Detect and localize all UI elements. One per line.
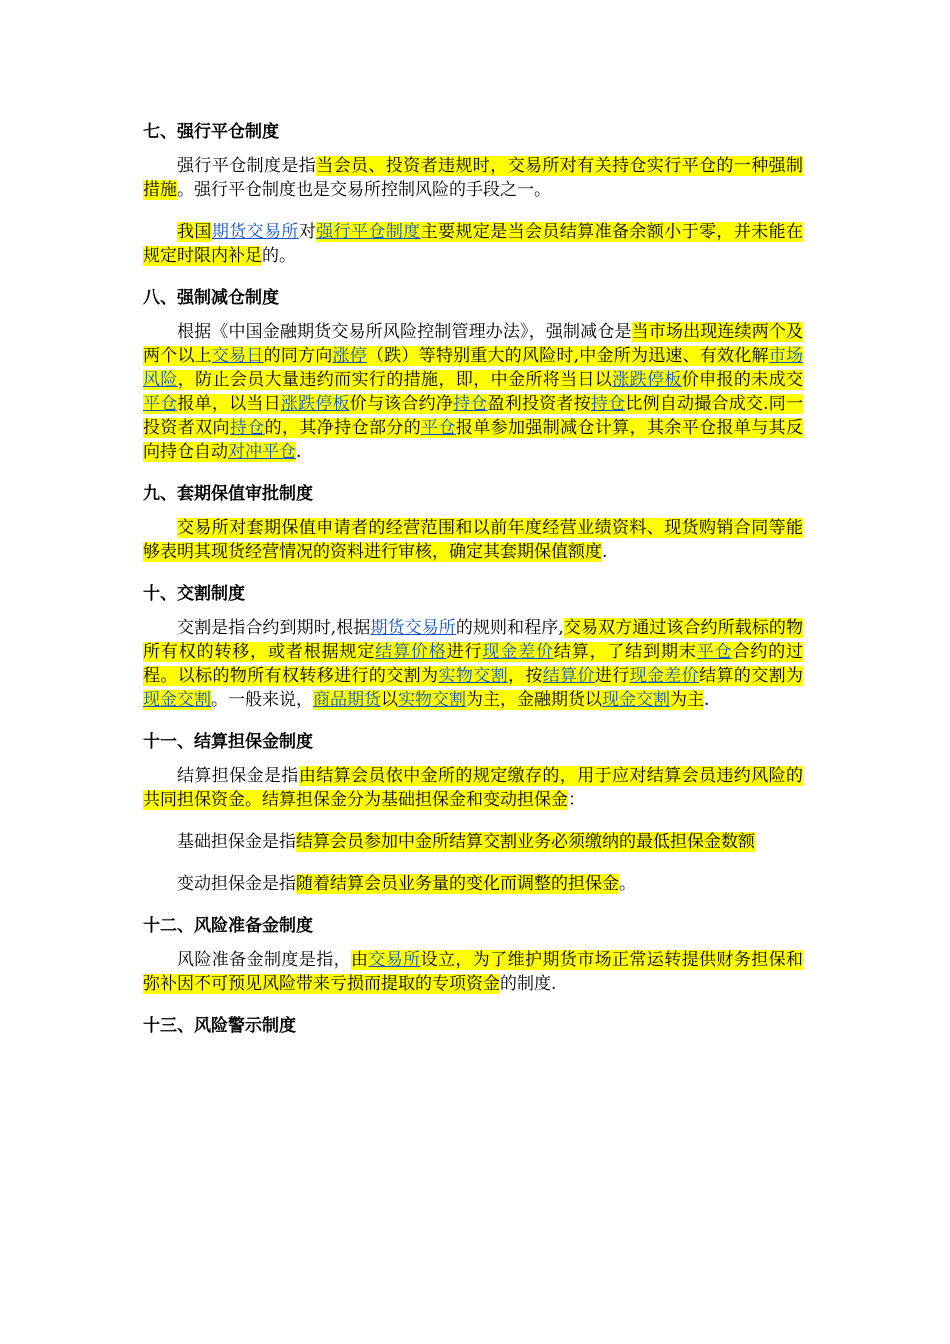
hyperlink[interactable]: 平仓 <box>421 418 456 438</box>
hyperlink[interactable]: 交易所 <box>368 950 421 970</box>
highlighted-text: ，防止会员大量违约而实行的措施，即，中金所将当日以 <box>177 370 613 390</box>
section-heading: 十二、风险准备金制度 <box>143 916 313 936</box>
paragraph-spacer <box>143 564 803 582</box>
paragraph-spacer <box>143 812 803 830</box>
section-heading: 十一、结算担保金制度 <box>143 732 313 752</box>
paragraph <box>143 320 803 464</box>
text-run: 。 <box>619 874 636 894</box>
hyperlink[interactable]: 涨跌停板 <box>612 370 682 390</box>
paragraph-spacer <box>143 268 803 286</box>
highlighted-text: 为主 <box>670 690 704 710</box>
hyperlink[interactable]: 结算价格 <box>375 642 447 662</box>
highlighted-text: 的同方向 <box>263 346 333 366</box>
highlighted-text: 进行 <box>594 666 630 686</box>
highlighted-text: 报单参加强制减仓计算，其余平仓报单与其反向持仓自动 <box>143 418 804 462</box>
text-run: 结算担保金是指 <box>177 766 299 786</box>
text-run: ： <box>568 790 585 810</box>
highlighted-text: 由 <box>351 950 369 970</box>
hyperlink[interactable]: 现金交割 <box>143 690 211 710</box>
paragraph <box>143 220 803 268</box>
hyperlink[interactable]: 平仓 <box>696 642 733 662</box>
highlighted-text: 设立，为了维护期货市场正常运转提供财务担保和弥补因不可预见风险带来亏损而提取的专项资金 <box>143 950 804 994</box>
text-run: 。强行平仓制度也是交易所控制风险的手段之一。 <box>177 180 551 200</box>
paragraph <box>143 872 803 896</box>
paragraph <box>143 764 803 812</box>
document-body <box>143 120 803 1048</box>
paragraph-spacer <box>143 464 803 482</box>
text-run: 强行平仓制度是指 <box>177 156 317 176</box>
highlighted-text: 结算会员参加中金所结算交割业务必须缴纳的最低担保金数额 <box>296 832 755 852</box>
highlighted-text: 我国 <box>177 222 212 242</box>
highlighted-text: 交易所对套期保值申请者的经营范围和以前年度经营业绩资料、现货购销合同等能够表明其现货经营情况的资料进行审核，确定其套期保值额度 <box>143 518 803 562</box>
highlighted-text: 交易双方通过该合约所载标的物所有权的转移，或者根据规定 <box>143 618 804 662</box>
highlighted-text: 随着结算会员业务量的变化而调整的担保金 <box>296 874 619 894</box>
highlighted-text: 的，其净持仓部分的 <box>264 418 422 438</box>
text-run: 风险准备金制度是指， <box>177 950 351 970</box>
hyperlink[interactable]: 期货交易所 <box>211 222 299 242</box>
section-heading: 十、交割制度 <box>143 584 245 604</box>
hyperlink[interactable]: 现金交割 <box>602 690 670 710</box>
hyperlink[interactable]: 期货交易所 <box>370 618 456 638</box>
text-run: 的。 <box>262 246 296 266</box>
highlighted-text: 当市场出现连续两个及两个以上 <box>143 322 803 366</box>
hyperlink[interactable]: 持仓 <box>453 394 488 414</box>
highlighted-text: 合约的过程。以标的物所有权转移进行的交割为 <box>143 642 804 686</box>
section-heading: 七、强行平仓制度 <box>143 122 279 142</box>
highlighted-text: （跌）等特别重大的风险时,中金所为迅速、有效化解 <box>366 346 769 366</box>
highlighted-text: 进行 <box>446 642 483 662</box>
paragraph <box>143 154 803 202</box>
highlighted-text: 以 <box>381 690 398 710</box>
text-run: 的规则和程序, <box>455 618 564 638</box>
text-run: . <box>704 690 710 710</box>
highlighted-text: 结算，了结到期末 <box>553 642 697 662</box>
hyperlink[interactable]: 持仓 <box>229 418 265 438</box>
paragraph <box>143 516 803 564</box>
paragraph <box>143 830 803 854</box>
highlighted-text: 盈利投资者按 <box>487 394 591 414</box>
highlighted-text: 由结算会员依中金所的规定缴存的，用于应对结算会员违约风险的共同担保资金。结算担保金分为基础担保金和变动担保金 <box>143 766 804 810</box>
hyperlink[interactable]: 实物交割 <box>438 666 508 686</box>
hyperlink[interactable]: 平仓 <box>143 394 178 414</box>
hyperlink[interactable]: 实物交割 <box>398 690 466 710</box>
text-run: 对 <box>298 222 317 242</box>
hyperlink[interactable]: 结算价 <box>542 666 595 686</box>
highlighted-text: 主要规定是当会员结算准备余额小于零，并未能在规定时限内补足 <box>143 222 804 266</box>
text-run: 变动担保金是指 <box>177 874 296 894</box>
hyperlink[interactable]: 持仓 <box>590 394 626 414</box>
text-run: . <box>602 542 608 562</box>
highlighted-text: 比例自动撮合成交.同一投资者双向 <box>143 394 804 438</box>
text-run: 基础担保金是指 <box>177 832 296 852</box>
text-run: 根据《中国金融期货交易所风险控制管理办法》，强制减仓是 <box>177 322 632 342</box>
highlighted-text: 价与该合约净 <box>349 394 454 414</box>
text-run: . <box>296 442 302 462</box>
highlighted-text: ，按 <box>507 666 543 686</box>
highlighted-text: 价申报的未成交 <box>681 370 804 390</box>
section-heading: 八、强制减仓制度 <box>143 288 279 308</box>
highlighted-text: 结算的交割为 <box>699 666 804 686</box>
paragraph <box>143 616 803 712</box>
hyperlink[interactable]: 商品期货 <box>313 690 381 710</box>
text-run: 。一般来说， <box>211 690 313 710</box>
paragraph-spacer <box>143 996 803 1014</box>
paragraph-spacer <box>143 896 803 914</box>
highlighted-text: 当会员、投资者违规时，交易所对有关持仓实行平仓的一种强制措施 <box>143 156 804 200</box>
highlighted-text: 为主，金融期货以 <box>466 690 602 710</box>
highlighted-text: 报单，以当日 <box>177 394 281 414</box>
paragraph <box>143 948 803 996</box>
hyperlink[interactable]: 现金差价 <box>629 666 700 686</box>
paragraph-spacer <box>143 712 803 730</box>
hyperlink[interactable]: 对冲平仓 <box>228 442 296 462</box>
hyperlink[interactable]: 市场风险 <box>143 346 804 390</box>
hyperlink[interactable]: 涨跌停板 <box>280 394 350 414</box>
section-heading: 九、套期保值审批制度 <box>143 484 313 504</box>
hyperlink[interactable]: 现金差价 <box>482 642 554 662</box>
hyperlink[interactable]: 交易日 <box>211 346 264 366</box>
hyperlink[interactable]: 强行平仓制度 <box>316 222 421 242</box>
paragraph-spacer <box>143 854 803 872</box>
text-run: 的制度. <box>500 974 557 994</box>
paragraph-spacer <box>143 202 803 220</box>
section-heading: 十三、风险警示制度 <box>143 1016 296 1036</box>
text-run: 交割是指合约到期时,根据 <box>177 618 371 638</box>
hyperlink[interactable]: 涨停 <box>332 346 367 366</box>
